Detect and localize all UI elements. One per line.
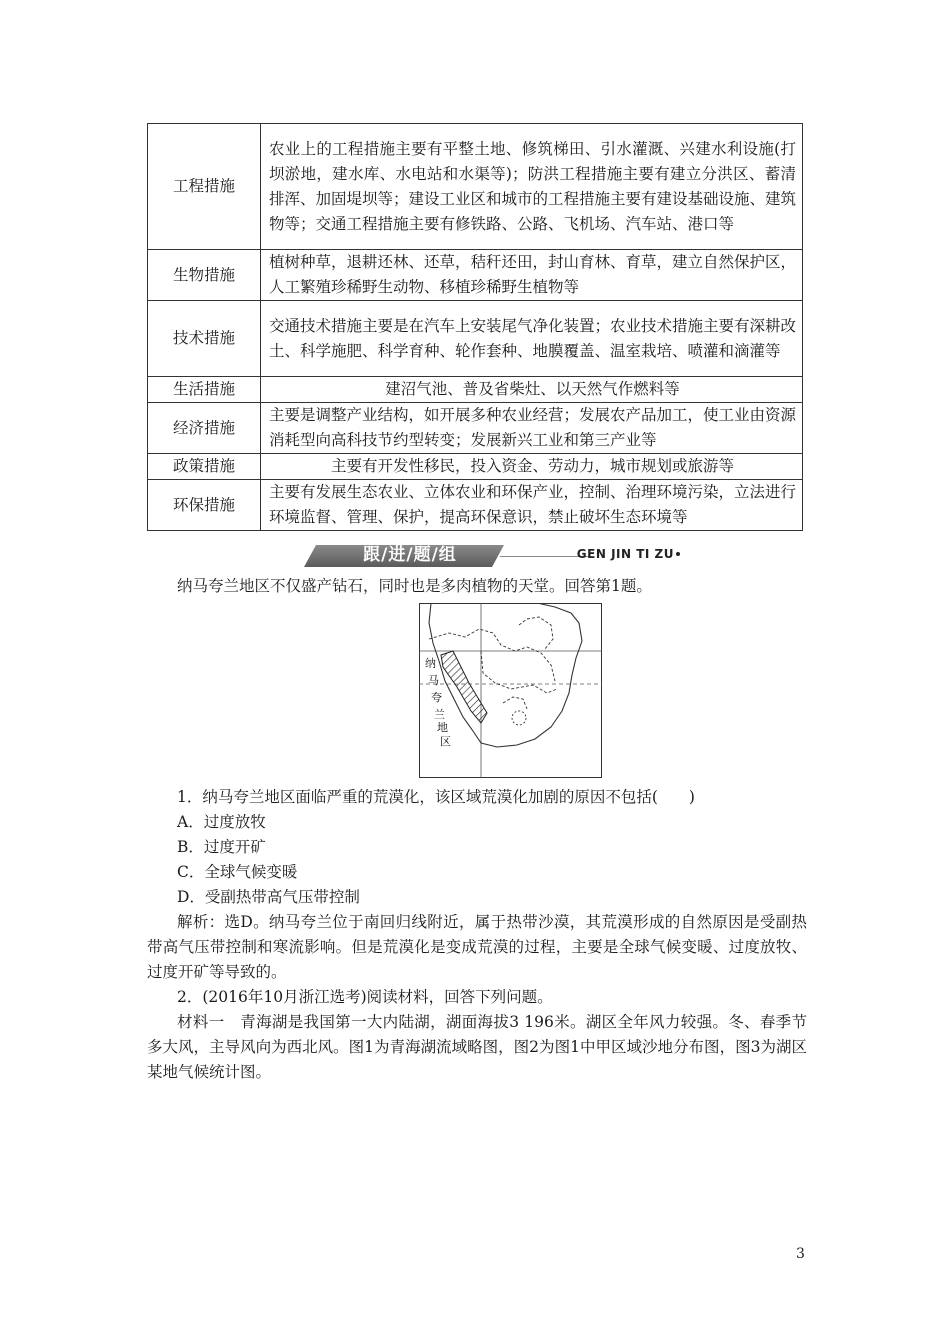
namaqualand-map: [419, 603, 602, 778]
option-d: D．受副热带高气压带控制: [177, 888, 360, 906]
question-2-material: 材料一 青海湖是我国第一大内陆湖，湖面海拔3 196米。湖区全年风力较强。冬、春季节多大风，主导风向为西北风。图1为青海湖流域略图，图2为图1中甲区域沙地分布图，图3为湖区某地气候统计图。: [147, 1013, 807, 1081]
map-frame: [420, 604, 602, 778]
table-row: [148, 480, 803, 531]
border-line: [481, 651, 557, 693]
map-label-char: 马: [428, 674, 439, 687]
category-cell: 生物措施: [148, 250, 261, 301]
map-figure: [419, 603, 602, 778]
banner-title: 跟/进/题/组: [363, 545, 457, 565]
category-cell: 生活措施: [148, 377, 261, 403]
description-cell: 植树种草，退耕还林、还草，秸秆还田，封山育林、育草，建立自然保护区，人工繁殖珍稀野生动物、移植珍稀野生植物等: [261, 250, 803, 301]
section-banner: [290, 543, 680, 567]
table-row: [148, 124, 803, 250]
category-cell: 环保措施: [148, 480, 261, 531]
question-1-analysis: 解析：选D。纳马夸兰位于南回归线附近，属于热带沙漠，其荒漠形成的自然原因是受副热带高气压带控制和寒流影响。但是荒漠化是变成荒漠的过程，主要是全球气候变暖、过度放牧、过度开矿等导致的。: [147, 913, 807, 981]
intro-text: 纳马夸兰地区不仅盛产钻石，同时也是多肉植物的天堂。回答第1题。: [177, 577, 652, 595]
description-cell: 农业上的工程措施主要有平整土地、修筑梯田、引水灌溉、兴建水利设施(打坝淤地，建水库、水电站和水渠等)；防洪工程措施主要有建立分洪区、蓄清排浑、加固堤坝等；建设工业区和城市的工程措施主要有建设基础设施、建筑物等；交通工程措施主要有修铁路、公路、飞机场、汽车站、港口等: [261, 124, 803, 250]
map-label-char: 兰: [434, 708, 445, 721]
description-cell: 主要有发展生态农业、立体农业和环保产业，控制、治理环境污染，立法进行环境监督、管理、保护，提高环保意识，禁止破坏生态环境等: [261, 480, 803, 531]
border-line: [503, 697, 527, 709]
option-a: A．过度放牧: [177, 813, 266, 831]
option-b: B．过度开矿: [177, 838, 266, 856]
description-cell: 建沼气池、普及省柴灶、以天然气作燃料等: [261, 377, 803, 403]
map-label-char: 纳: [425, 657, 436, 670]
table-row: [148, 250, 803, 301]
page-number: 3: [796, 1246, 805, 1262]
map-label-char: 地: [437, 721, 448, 734]
description-cell: 主要有开发性移民，投入资金、劳动力，城市规划或旅游等: [261, 454, 803, 480]
banner-pinyin: GEN JIN TI ZU: [576, 547, 674, 561]
category-cell: 政策措施: [148, 454, 261, 480]
question-1-stem: 1．纳马夸兰地区面临严重的荒漠化，该区域荒漠化加剧的原因不包括( ): [177, 788, 695, 806]
table-row: [148, 403, 803, 454]
border-line: [519, 617, 553, 649]
question-2-stem: 2．(2016年10月浙江选考)阅读材料，回答下列问题。: [177, 988, 553, 1006]
category-cell: 技术措施: [148, 301, 261, 377]
map-label-char: 夸: [431, 691, 442, 704]
measures-table: [147, 123, 803, 531]
banner-dot: [676, 552, 680, 556]
table-row: [148, 301, 803, 377]
table-row: [148, 377, 803, 403]
enclave-outline: [512, 711, 526, 725]
description-cell: 主要是调整产业结构，如开展多种农业经营；发展农产品加工，使工业由资源消耗型向高科技节约型转变；发展新兴工业和第三产业等: [261, 403, 803, 454]
category-cell: 工程措施: [148, 124, 261, 250]
category-cell: 经济措施: [148, 403, 261, 454]
option-c: C．全球气候变暖: [177, 863, 298, 881]
description-cell: 交通技术措施主要是在汽车上安装尾气净化装置；农业技术措施主要有深耕改土、科学施肥、科学育种、轮作套种、地膜覆盖、温室栽培、喷灌和滴灌等: [261, 301, 803, 377]
table-row: [148, 454, 803, 480]
map-label-char: 区: [440, 735, 451, 748]
